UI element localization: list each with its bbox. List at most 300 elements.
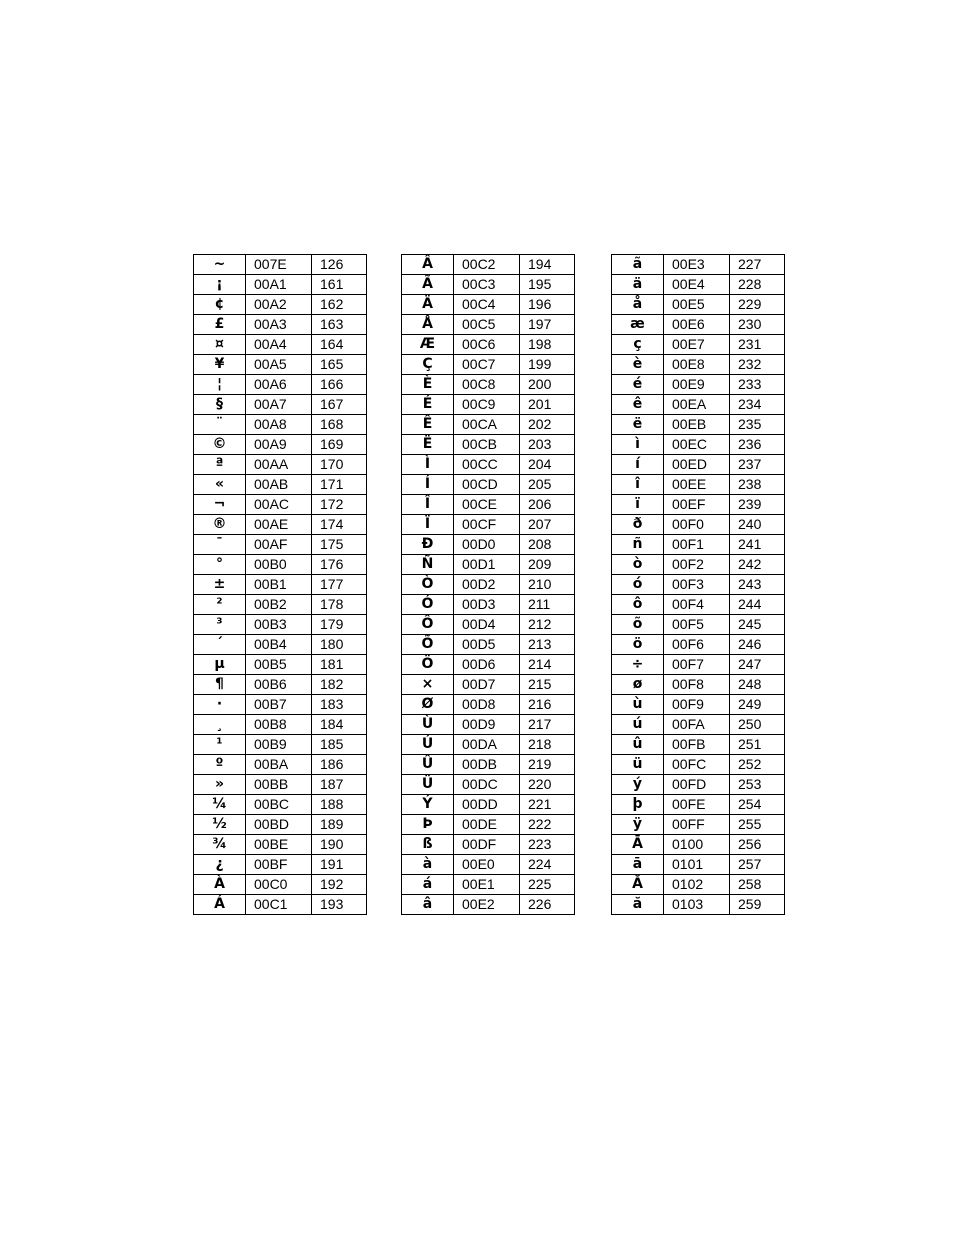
decimal-code-cell: 188 — [312, 795, 367, 815]
decimal-code-cell: 199 — [520, 355, 575, 375]
table-row — [402, 635, 575, 655]
hex-code-cell: 00B3 — [246, 615, 312, 635]
glyph-cell: ¹ — [194, 735, 246, 755]
decimal-code-cell: 172 — [312, 495, 367, 515]
hex-code-cell: 00BE — [246, 835, 312, 855]
glyph-cell: Ü — [402, 775, 454, 795]
decimal-code-cell: 204 — [520, 455, 575, 475]
table-row — [194, 255, 367, 275]
glyph-cell: ¶ — [194, 675, 246, 695]
decimal-code-cell: 174 — [312, 515, 367, 535]
decimal-code-cell: 169 — [312, 435, 367, 455]
glyph-cell: Â — [402, 255, 454, 275]
glyph-cell: Þ — [402, 815, 454, 835]
table-row — [194, 295, 367, 315]
glyph-cell: Ú — [402, 735, 454, 755]
glyph-cell: ¬ — [194, 495, 246, 515]
decimal-code-cell: 225 — [520, 875, 575, 895]
hex-code-cell: 00C3 — [454, 275, 520, 295]
hex-code-cell: 00CC — [454, 455, 520, 475]
glyph-cell: ü — [612, 755, 664, 775]
hex-code-cell: 00F4 — [664, 595, 730, 615]
table-row — [402, 755, 575, 775]
decimal-code-cell: 222 — [520, 815, 575, 835]
decimal-code-cell: 205 — [520, 475, 575, 495]
decimal-code-cell: 191 — [312, 855, 367, 875]
hex-code-cell: 00B9 — [246, 735, 312, 755]
decimal-code-cell: 231 — [730, 335, 785, 355]
hex-code-cell: 00FD — [664, 775, 730, 795]
hex-code-cell: 00BD — [246, 815, 312, 835]
hex-code-cell: 00CE — [454, 495, 520, 515]
glyph-cell: í — [612, 455, 664, 475]
decimal-code-cell: 239 — [730, 495, 785, 515]
decimal-code-cell: 230 — [730, 315, 785, 335]
hex-code-cell: 00E1 — [454, 875, 520, 895]
glyph-cell: ï — [612, 495, 664, 515]
table-row — [194, 595, 367, 615]
decimal-code-cell: 250 — [730, 715, 785, 735]
decimal-code-cell: 253 — [730, 775, 785, 795]
hex-code-cell: 00ED — [664, 455, 730, 475]
table-row — [612, 475, 785, 495]
hex-code-cell: 00AE — [246, 515, 312, 535]
hex-code-cell: 00A5 — [246, 355, 312, 375]
table-row — [194, 855, 367, 875]
glyph-cell: Á — [194, 895, 246, 915]
table-row — [612, 895, 785, 915]
decimal-code-cell: 212 — [520, 615, 575, 635]
table-row — [612, 695, 785, 715]
glyph-cell: Ă — [612, 875, 664, 895]
hex-code-cell: 00D1 — [454, 555, 520, 575]
table-row — [402, 335, 575, 355]
decimal-code-cell: 181 — [312, 655, 367, 675]
table-row — [612, 415, 785, 435]
decimal-code-cell: 254 — [730, 795, 785, 815]
character-table-3 — [611, 254, 785, 915]
table-row — [612, 455, 785, 475]
table-row — [194, 735, 367, 755]
hex-code-cell: 00BF — [246, 855, 312, 875]
hex-code-cell: 00C2 — [454, 255, 520, 275]
table-row — [194, 455, 367, 475]
decimal-code-cell: 220 — [520, 775, 575, 795]
table-row — [194, 655, 367, 675]
table-row — [402, 835, 575, 855]
table-row — [612, 315, 785, 335]
table-row — [402, 275, 575, 295]
table-row — [402, 575, 575, 595]
glyph-cell: ª — [194, 455, 246, 475]
decimal-code-cell: 224 — [520, 855, 575, 875]
table-row — [612, 335, 785, 355]
glyph-cell: µ — [194, 655, 246, 675]
hex-code-cell: 00AA — [246, 455, 312, 475]
hex-code-cell: 00A3 — [246, 315, 312, 335]
table-row — [402, 295, 575, 315]
table-row — [402, 775, 575, 795]
hex-code-cell: 007E — [246, 255, 312, 275]
glyph-cell: © — [194, 435, 246, 455]
decimal-code-cell: 219 — [520, 755, 575, 775]
hex-code-cell: 00CA — [454, 415, 520, 435]
decimal-code-cell: 207 — [520, 515, 575, 535]
glyph-cell: Ê — [402, 415, 454, 435]
decimal-code-cell: 184 — [312, 715, 367, 735]
hex-code-cell: 00AB — [246, 475, 312, 495]
table-row — [194, 355, 367, 375]
glyph-cell: Ù — [402, 715, 454, 735]
table-row — [612, 595, 785, 615]
glyph-cell: Ö — [402, 655, 454, 675]
table-row — [194, 815, 367, 835]
decimal-code-cell: 235 — [730, 415, 785, 435]
table-row — [402, 715, 575, 735]
table-row — [194, 415, 367, 435]
decimal-code-cell: 183 — [312, 695, 367, 715]
hex-code-cell: 00E5 — [664, 295, 730, 315]
glyph-cell: ¿ — [194, 855, 246, 875]
hex-code-cell: 00EA — [664, 395, 730, 415]
hex-code-cell: 00EC — [664, 435, 730, 455]
hex-code-cell: 00F9 — [664, 695, 730, 715]
glyph-cell: ± — [194, 575, 246, 595]
hex-code-cell: 00B7 — [246, 695, 312, 715]
decimal-code-cell: 234 — [730, 395, 785, 415]
decimal-code-cell: 180 — [312, 635, 367, 655]
glyph-cell: × — [402, 675, 454, 695]
table-row — [402, 255, 575, 275]
glyph-cell: à — [402, 855, 454, 875]
decimal-code-cell: 194 — [520, 255, 575, 275]
decimal-code-cell: 236 — [730, 435, 785, 455]
table-row — [402, 355, 575, 375]
decimal-code-cell: 229 — [730, 295, 785, 315]
glyph-cell: Ð — [402, 535, 454, 555]
decimal-code-cell: 247 — [730, 655, 785, 675]
table-row — [612, 715, 785, 735]
hex-code-cell: 00C4 — [454, 295, 520, 315]
table-row — [402, 815, 575, 835]
decimal-code-cell: 251 — [730, 735, 785, 755]
table-row — [612, 495, 785, 515]
glyph-cell: Ï — [402, 515, 454, 535]
hex-code-cell: 00C5 — [454, 315, 520, 335]
decimal-code-cell: 211 — [520, 595, 575, 615]
table-row — [194, 335, 367, 355]
hex-code-cell: 00A7 — [246, 395, 312, 415]
decimal-code-cell: 245 — [730, 615, 785, 635]
decimal-code-cell: 177 — [312, 575, 367, 595]
decimal-code-cell: 227 — [730, 255, 785, 275]
table-row — [194, 875, 367, 895]
table-row — [402, 675, 575, 695]
hex-code-cell: 0100 — [664, 835, 730, 855]
decimal-code-cell: 202 — [520, 415, 575, 435]
glyph-cell: ó — [612, 575, 664, 595]
hex-code-cell: 00FE — [664, 795, 730, 815]
decimal-code-cell: 209 — [520, 555, 575, 575]
table-row — [612, 435, 785, 455]
glyph-cell: Í — [402, 475, 454, 495]
decimal-code-cell: 232 — [730, 355, 785, 375]
table-row — [612, 795, 785, 815]
hex-code-cell: 00B4 — [246, 635, 312, 655]
table-row — [194, 515, 367, 535]
table-row — [612, 855, 785, 875]
decimal-code-cell: 187 — [312, 775, 367, 795]
hex-code-cell: 00B1 — [246, 575, 312, 595]
table-row — [402, 695, 575, 715]
glyph-cell: Ã — [402, 275, 454, 295]
decimal-code-cell: 248 — [730, 675, 785, 695]
table-row — [194, 275, 367, 295]
hex-code-cell: 00B5 — [246, 655, 312, 675]
table-row — [612, 775, 785, 795]
hex-code-cell: 00DE — [454, 815, 520, 835]
table-row — [402, 495, 575, 515]
glyph-cell: Ç — [402, 355, 454, 375]
table-row — [612, 655, 785, 675]
glyph-cell: ¥ — [194, 355, 246, 375]
glyph-cell: ¾ — [194, 835, 246, 855]
table-row — [612, 375, 785, 395]
decimal-code-cell: 206 — [520, 495, 575, 515]
decimal-code-cell: 246 — [730, 635, 785, 655]
glyph-cell: Û — [402, 755, 454, 775]
glyph-cell: Ó — [402, 595, 454, 615]
table-row — [194, 615, 367, 635]
table-row — [194, 555, 367, 575]
glyph-cell: ò — [612, 555, 664, 575]
glyph-cell: · — [194, 695, 246, 715]
table-row — [612, 615, 785, 635]
hex-code-cell: 00F8 — [664, 675, 730, 695]
table-row — [612, 575, 785, 595]
table-row — [194, 715, 367, 735]
hex-code-cell: 00B8 — [246, 715, 312, 735]
table-row — [612, 535, 785, 555]
glyph-cell: õ — [612, 615, 664, 635]
hex-code-cell: 00BB — [246, 775, 312, 795]
glyph-cell: Ñ — [402, 555, 454, 575]
hex-code-cell: 00EE — [664, 475, 730, 495]
glyph-cell: Õ — [402, 635, 454, 655]
glyph-cell: ¯ — [194, 535, 246, 555]
decimal-code-cell: 213 — [520, 635, 575, 655]
glyph-cell: Î — [402, 495, 454, 515]
glyph-cell: Ë — [402, 435, 454, 455]
table-row — [402, 515, 575, 535]
glyph-cell: « — [194, 475, 246, 495]
glyph-cell: è — [612, 355, 664, 375]
decimal-code-cell: 163 — [312, 315, 367, 335]
decimal-code-cell: 255 — [730, 815, 785, 835]
table-row — [612, 555, 785, 575]
hex-code-cell: 00D4 — [454, 615, 520, 635]
glyph-cell: À — [194, 875, 246, 895]
decimal-code-cell: 218 — [520, 735, 575, 755]
table-row — [402, 475, 575, 495]
hex-code-cell: 00C6 — [454, 335, 520, 355]
glyph-cell: £ — [194, 315, 246, 335]
table-row — [402, 895, 575, 915]
table-row — [402, 395, 575, 415]
hex-code-cell: 00E8 — [664, 355, 730, 375]
table-row — [612, 635, 785, 655]
table-row — [402, 875, 575, 895]
decimal-code-cell: 256 — [730, 835, 785, 855]
glyph-cell: ´ — [194, 635, 246, 655]
hex-code-cell: 00C0 — [246, 875, 312, 895]
hex-code-cell: 00BC — [246, 795, 312, 815]
table-row — [402, 615, 575, 635]
hex-code-cell: 00CD — [454, 475, 520, 495]
table-row — [402, 455, 575, 475]
decimal-code-cell: 228 — [730, 275, 785, 295]
character-table-2 — [401, 254, 575, 915]
glyph-cell: ÿ — [612, 815, 664, 835]
decimal-code-cell: 208 — [520, 535, 575, 555]
glyph-cell: ý — [612, 775, 664, 795]
decimal-code-cell: 241 — [730, 535, 785, 555]
table-row — [612, 395, 785, 415]
table-row — [194, 395, 367, 415]
hex-code-cell: 00C8 — [454, 375, 520, 395]
hex-code-cell: 00AC — [246, 495, 312, 515]
table-row — [612, 255, 785, 275]
glyph-cell: ă — [612, 895, 664, 915]
table-row — [612, 835, 785, 855]
hex-code-cell: 00FC — [664, 755, 730, 775]
hex-code-cell: 00C7 — [454, 355, 520, 375]
character-table-1 — [193, 254, 367, 915]
table-row — [194, 675, 367, 695]
hex-code-cell: 00D2 — [454, 575, 520, 595]
table-row — [194, 835, 367, 855]
glyph-cell: ² — [194, 595, 246, 615]
glyph-cell: ç — [612, 335, 664, 355]
glyph-cell: ú — [612, 715, 664, 735]
decimal-code-cell: 164 — [312, 335, 367, 355]
table-row — [194, 635, 367, 655]
decimal-code-cell: 182 — [312, 675, 367, 695]
glyph-cell: å — [612, 295, 664, 315]
glyph-cell: û — [612, 735, 664, 755]
hex-code-cell: 00B6 — [246, 675, 312, 695]
hex-code-cell: 00D8 — [454, 695, 520, 715]
glyph-cell: ¨ — [194, 415, 246, 435]
glyph-cell: ° — [194, 555, 246, 575]
decimal-code-cell: 171 — [312, 475, 367, 495]
table-row — [402, 535, 575, 555]
decimal-code-cell: 198 — [520, 335, 575, 355]
decimal-code-cell: 195 — [520, 275, 575, 295]
table-row — [612, 815, 785, 835]
hex-code-cell: 00DD — [454, 795, 520, 815]
decimal-code-cell: 217 — [520, 715, 575, 735]
hex-code-cell: 0102 — [664, 875, 730, 895]
hex-code-cell: 00A2 — [246, 295, 312, 315]
hex-code-cell: 00F6 — [664, 635, 730, 655]
glyph-cell: á — [402, 875, 454, 895]
decimal-code-cell: 167 — [312, 395, 367, 415]
glyph-cell: ~ — [194, 255, 246, 275]
glyph-cell: ÷ — [612, 655, 664, 675]
hex-code-cell: 00D9 — [454, 715, 520, 735]
hex-code-cell: 00D7 — [454, 675, 520, 695]
hex-code-cell: 00D6 — [454, 655, 520, 675]
glyph-cell: Ô — [402, 615, 454, 635]
table-row — [612, 755, 785, 775]
glyph-cell: â — [402, 895, 454, 915]
hex-code-cell: 00B2 — [246, 595, 312, 615]
hex-code-cell: 00DA — [454, 735, 520, 755]
table-row — [402, 595, 575, 615]
glyph-cell: ö — [612, 635, 664, 655]
glyph-cell: º — [194, 755, 246, 775]
table-row — [612, 735, 785, 755]
decimal-code-cell: 196 — [520, 295, 575, 315]
decimal-code-cell: 186 — [312, 755, 367, 775]
table-row — [194, 755, 367, 775]
decimal-code-cell: 166 — [312, 375, 367, 395]
hex-code-cell: 00AF — [246, 535, 312, 555]
decimal-code-cell: 162 — [312, 295, 367, 315]
decimal-code-cell: 221 — [520, 795, 575, 815]
decimal-code-cell: 190 — [312, 835, 367, 855]
decimal-code-cell: 258 — [730, 875, 785, 895]
decimal-code-cell: 161 — [312, 275, 367, 295]
table-row — [402, 375, 575, 395]
glyph-cell: ß — [402, 835, 454, 855]
decimal-code-cell: 175 — [312, 535, 367, 555]
table-row — [194, 695, 367, 715]
table-row — [612, 355, 785, 375]
decimal-code-cell: 257 — [730, 855, 785, 875]
decimal-code-cell: 237 — [730, 455, 785, 475]
decimal-code-cell: 240 — [730, 515, 785, 535]
glyph-cell: æ — [612, 315, 664, 335]
table-row — [194, 435, 367, 455]
hex-code-cell: 00D3 — [454, 595, 520, 615]
hex-code-cell: 00A6 — [246, 375, 312, 395]
hex-code-cell: 00E9 — [664, 375, 730, 395]
hex-code-cell: 00FF — [664, 815, 730, 835]
hex-code-cell: 00E3 — [664, 255, 730, 275]
table-row — [402, 655, 575, 675]
glyph-cell: ¢ — [194, 295, 246, 315]
hex-code-cell: 00EF — [664, 495, 730, 515]
hex-code-cell: 00EB — [664, 415, 730, 435]
hex-code-cell: 00FB — [664, 735, 730, 755]
decimal-code-cell: 165 — [312, 355, 367, 375]
hex-code-cell: 0103 — [664, 895, 730, 915]
decimal-code-cell: 210 — [520, 575, 575, 595]
glyph-cell: ¦ — [194, 375, 246, 395]
glyph-cell: Ä — [402, 295, 454, 315]
glyph-cell: ù — [612, 695, 664, 715]
glyph-cell: ¼ — [194, 795, 246, 815]
table-row — [612, 875, 785, 895]
decimal-code-cell: 168 — [312, 415, 367, 435]
table-row — [402, 315, 575, 335]
hex-code-cell: 00E6 — [664, 315, 730, 335]
decimal-code-cell: 252 — [730, 755, 785, 775]
glyph-cell: » — [194, 775, 246, 795]
hex-code-cell: 00E4 — [664, 275, 730, 295]
